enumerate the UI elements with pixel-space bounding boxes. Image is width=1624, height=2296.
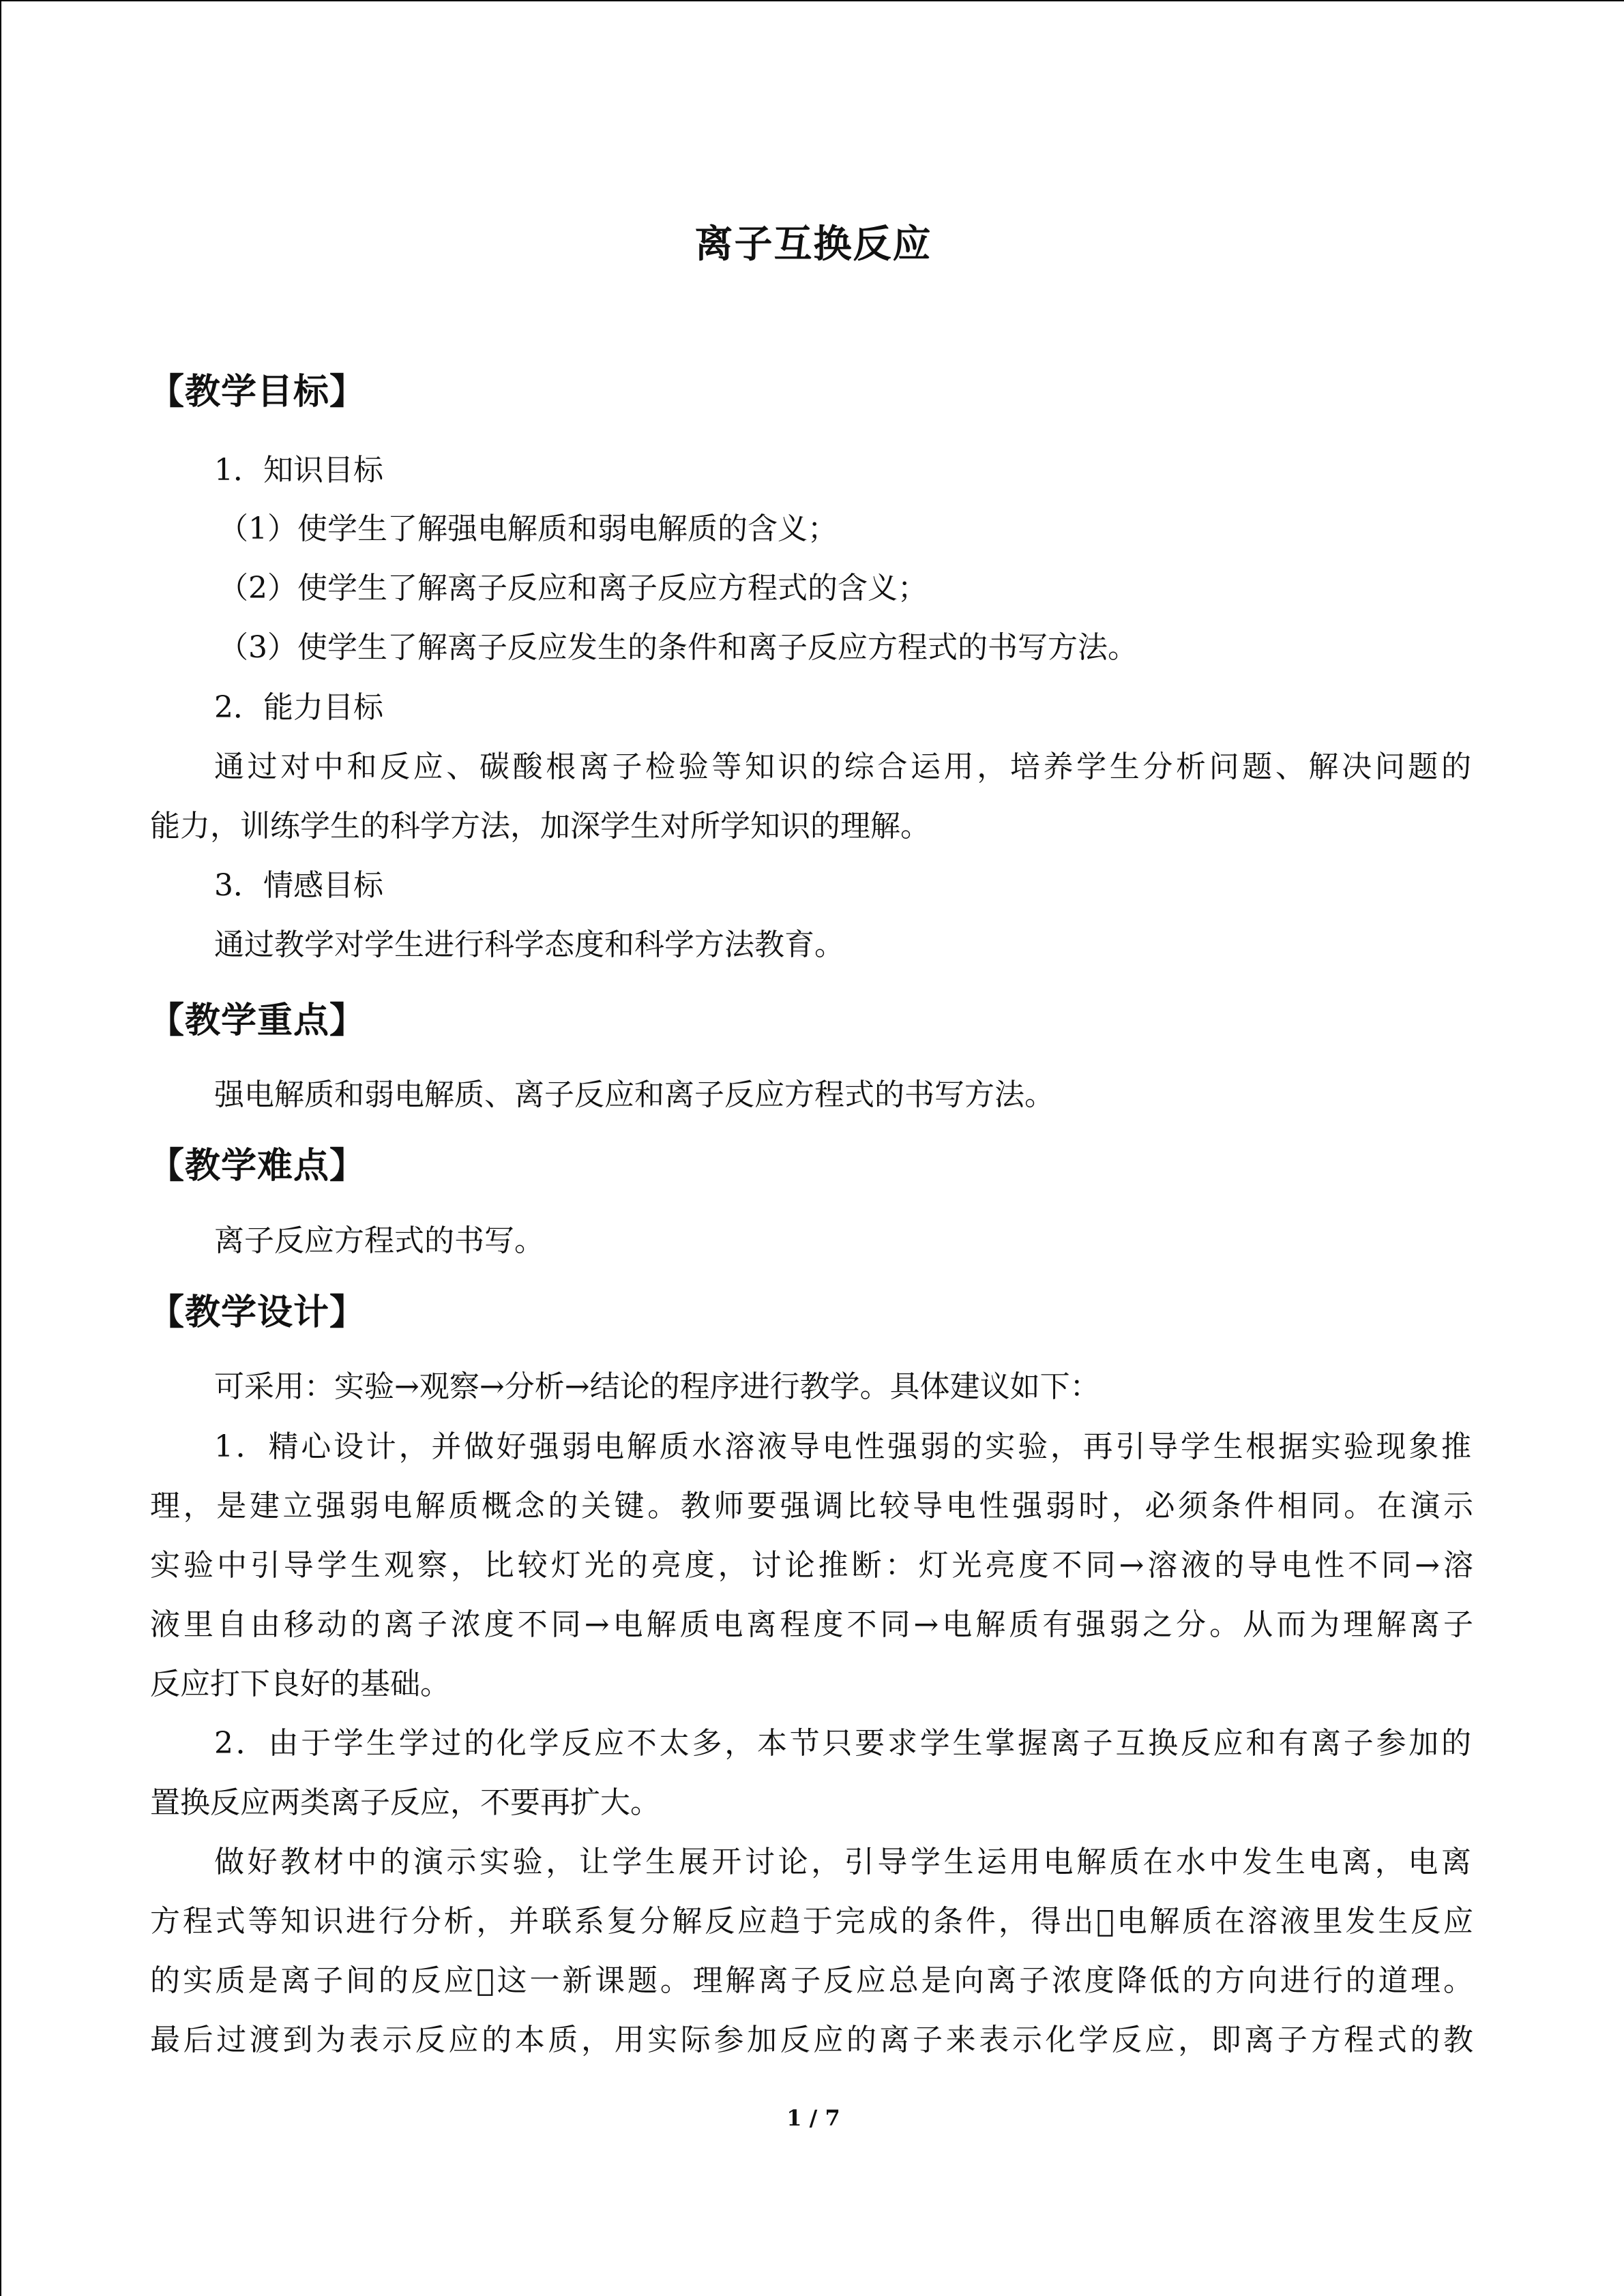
knowledge-item-3: （3）使学生了解离子反应发生的条件和离子反应方程式的书写方法。	[218, 630, 1138, 665]
ability-line-2: 能力，训练学生的科学方法，加深学生对所学知识的理解。	[150, 809, 930, 844]
difficulties-text: 离子反应方程式的书写。	[214, 1223, 544, 1258]
design-p2-line-1: 2．由于学生学过的化学反应不太多，本节只要求学生掌握离子互换反应和有离子参加的	[214, 1726, 1471, 1761]
document-title: 离子互换反应	[694, 222, 932, 267]
design-p3-line-2: 方程式等知识进行分析，并联系复分解反应趋于完成的条件，得出 电解质在溶液里发生反应	[150, 1904, 1473, 1939]
emotion-objective-text: 通过教学对学生进行科学态度和科学方法教育。	[214, 927, 844, 962]
design-p2-line-2: 置换反应两类离子反应，不要再扩大。	[150, 1785, 660, 1820]
key-points-text: 强电解质和弱电解质、离子反应和离子反应方程式的书写方法。	[214, 1077, 1054, 1112]
design-p1-line-2: 理，是建立强弱电解质概念的关键。教师要强调比较导电性强弱时，必须条件相同。在演示	[150, 1489, 1473, 1523]
heading-objectives: 【教学目标】	[149, 372, 366, 413]
knowledge-item-2: （2）使学生了解离子反应和离子反应方程式的含义；	[218, 571, 928, 606]
ability-objective-label: 2．能力目标	[214, 690, 383, 725]
heading-difficulties: 【教学难点】	[149, 1146, 366, 1187]
design-intro: 可采用：实验→观察→分析→结论的程序进行教学。具体建议如下：	[214, 1369, 1100, 1404]
design-p1-line-3: 实验中引导学生观察，比较灯光的亮度，讨论推断：灯光亮度不同→溶液的导电性不同→溶	[150, 1548, 1473, 1583]
ability-line-1: 通过对中和反应、碳酸根离子检验等知识的综合运用，培养学生分析问题、解决问题的	[214, 749, 1471, 784]
knowledge-item-1: （1）使学生了解强电解质和弱电解质的含义；	[218, 511, 838, 546]
design-p1-line-5: 反应打下良好的基础。	[150, 1667, 450, 1701]
page-indicator: 1 / 7	[786, 2105, 840, 2131]
design-p1-line-1: 1．精心设计，并做好强弱电解质水溶液导电性强弱的实验，再引导学生根据实验现象推	[214, 1429, 1471, 1464]
design-p3-line-4: 最后过渡到为表示反应的本质，用实际参加反应的离子来表示化学反应，即离子方程式的教	[150, 2023, 1473, 2057]
emotion-objective-label: 3．情感目标	[214, 868, 383, 903]
design-p1-line-4: 液里自由移动的离子浓度不同→电解质电离程度不同→电解质有强弱之分。从而为理解离子	[150, 1607, 1473, 1642]
design-p3-line-3: 的实质是离子间的反应 这一新课题。理解离子反应总是向离子浓度降低的方向进行的道理。	[150, 1963, 1473, 1998]
heading-key-points: 【教学重点】	[149, 1000, 366, 1041]
design-p3-line-1: 做好教材中的演示实验，让学生展开讨论，引导学生运用电解质在水中发生电离，电离	[214, 1845, 1471, 1879]
heading-design: 【教学设计】	[149, 1292, 366, 1333]
knowledge-objective-label: 1．知识目标	[214, 453, 383, 488]
